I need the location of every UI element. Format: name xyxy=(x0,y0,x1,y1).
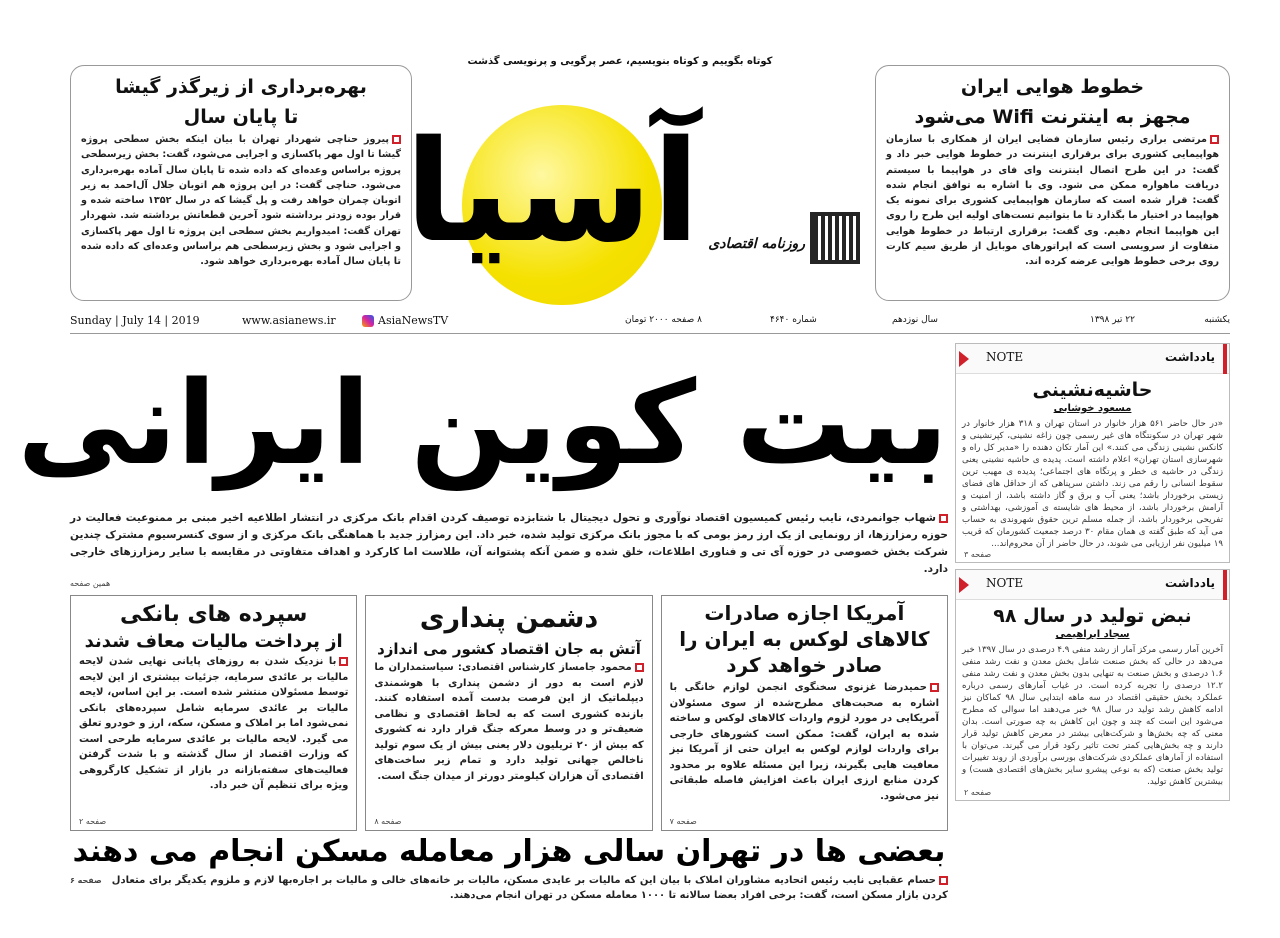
page-ref: صفحه ۳ xyxy=(964,550,992,559)
note-label: یادداشت xyxy=(1165,350,1215,364)
instagram-handle[interactable]: AsiaNewsTV xyxy=(378,314,449,327)
bullet-icon xyxy=(392,135,401,144)
bullet-icon xyxy=(939,876,948,885)
note-label-en: NOTE xyxy=(986,576,1024,590)
note-author: مسعود خوشابی xyxy=(1053,403,1132,414)
price: ۸ صفحه ۲۰۰۰ تومان xyxy=(625,315,702,325)
story-title: بهره‌برداری از زیرگذر گیشا xyxy=(115,76,367,98)
bullet-icon xyxy=(339,657,348,666)
story-title: آمریکا اجازه صادرات کالاهای لوکس به ایران را صادر خواهد کرد xyxy=(679,601,930,677)
page-ref: صفحه ۲ xyxy=(964,788,992,797)
note-label: یادداشت xyxy=(1165,576,1215,590)
bullet-icon xyxy=(635,663,644,672)
triangle-icon xyxy=(959,351,969,367)
weekday: یکشنبه xyxy=(1204,315,1230,325)
page-ref: همین صفحه xyxy=(70,579,111,588)
story-subtitle: مجهز به اینترنت Wifi می‌شود xyxy=(914,106,1191,128)
masthead-tagline: کوتاه بگوییم و کوتاه بنویسیم، عصر پرگویی و پرنویسی گذشت xyxy=(467,56,773,67)
main-headline: بیت کوین ایرانی xyxy=(17,357,948,491)
red-bar xyxy=(1223,344,1227,374)
issue-number: شماره ۴۶۴۰ xyxy=(770,315,817,325)
story-title: سپرده های بانکی xyxy=(119,602,308,627)
note-label-en: NOTE xyxy=(986,350,1024,364)
dateline xyxy=(70,312,1230,334)
story-subtitle: تا پایان سال xyxy=(183,106,299,128)
persian-date: ۲۲ تیر ۱۳۹۸ xyxy=(1090,315,1135,325)
bullet-icon xyxy=(1210,135,1219,144)
story-body: مرتضی براری رئیس سازمان فضایی ایران از همکاری با سازمان هواپیمایی کشوری برای برقراری اینترنت در خطوط هوایی خبر داد و گفت: در این طرح اتصال اینترنت وای فای در هواپیما با سیستم دریافت ماهواره ممکن می شود. وی با اشاره به توافق انجام شده گفت: قرار شده است که سازمان هواپیمایی کشوری برای نمونه یک هواپیما در اختیار ما بگذارد تا ما بتوانیم تست‌های اولیه این طرح را روی این هواپیما انجام دهیم. وی گفت: برقراری ارتباط در خطوط هوایی متفاوت از سرویسی است که اپراتورهای موبایل از طریق سیم کارت روی برخی خطوط هوایی عرضه کرده اند. xyxy=(886,134,1219,268)
newspaper-subtitle: روزنامه اقتصادی xyxy=(708,236,805,252)
bullet-icon xyxy=(930,683,939,692)
year-volume: سال نوزدهم xyxy=(892,315,938,325)
note-slums xyxy=(955,343,1230,563)
instagram-icon xyxy=(362,315,374,327)
page-ref: صفحه ۷ xyxy=(669,817,697,826)
bottom-headline: بعضی ها در تهران سالی هزار معامله مسکن انجام می دهند xyxy=(72,834,946,869)
story-luxury-goods xyxy=(661,595,948,831)
story-title: خطوط هوایی ایران xyxy=(960,76,1145,98)
story-bank-deposits xyxy=(70,595,357,831)
story-box-gisha xyxy=(70,65,412,301)
main-content xyxy=(17,338,948,903)
bottom-lead xyxy=(70,873,948,903)
story-body: با نزدیک شدن به روزهای پایانی نهایی شدن لایحه مالیات بر عائدی سرمایه، جزئیات بیشتری از این لایحه توسط مسئولان منتشر شده است. بر این اساس، لایحه مالیات بر عائدی سرمایه شامل سپرده‌های بانکی نمی‌شود اما بر املاک و مسکن، سکه، ارز و خودرو تعلق می گیرد. لایحه مالیات بر عائدی سرمایه طرحی است که وزارت اقتصاد از سال گذشته و با شدت گرفتن فعالیت‌های سفته‌بازانه در بازار از تشکیل کارگروهی ویژه برای تنظیم آن خبر داد. xyxy=(79,656,349,791)
page-ref: صفحه ۲ xyxy=(79,817,107,826)
note-author: سجاد ابراهیمی xyxy=(1055,629,1130,640)
note-body: آخرین آمار رسمی مرکز آمار از رشد منفی ۴.۹ درصدی در سال ۱۳۹۷ خبر می‌دهد در حالی که بخش صنعت شامل بخش معدن و نفت رشد منفی ۱.۶ درصدی و بخش صنعت به تنهایی بدون بخش معدن و نفت رشد منفی ۱۲.۲ درصدی را تجربه کرده است. در غیاب آمارهای رسمی درباره عملکرد بخش حقیقی اقتصاد در سه ماهه ابتدایی سال ۹۸ کماکان نیز ادامه کاهش رشد تولید در سال ۹۸ خبر می‌دهند اما سوالی که مطرح می‌شود این است که چند و چون این کاهش به چه صورتی است. بدان معنی که چه بخش‌ها و شرکت‌هایی بیشتر در معرض کاهش تولید قرار دارند و چه بخش‌هایی کمتر تحت تاثیر رکود قرار می گیرند. می‌توان با استفاده از آمارهای عملکردی شرکت‌های بورسی برآوردی از روند تغییرات تولید بخش صنعت (که به نوعی پیشرو سایر بخش‌های اقتصادی هست) و بیشترین کاهش تولید. xyxy=(962,645,1224,787)
bullet-icon xyxy=(939,514,948,523)
english-date: Sunday | July 14 | 2019 xyxy=(70,314,200,327)
red-bar xyxy=(1223,570,1227,600)
main-lead xyxy=(70,510,948,578)
story-title: دشمن پنداری xyxy=(419,603,599,634)
story-subtitle: از پرداخت مالیات معاف شدند xyxy=(84,631,343,652)
story-subtitle: آتش به جان اقتصاد کشور می اندازد xyxy=(377,640,641,658)
lead-text: شهاب جوانمردی، نایب رئیس کمیسیون اقتصاد نوآوری و تحول دیجیتال با شتابزده توصیف کردن اقدام بانک مرکزی در انتشار اطلاعیه اخیر مبنی بر ممنوعیت فعالیت در حوزه رمزارزها، از رونمایی از یک ارز رمز بومی که با مجوز بانک مرکزی تولید شده، خبر داد. این رمزارز جدید با هماهنگی بانک مرکزی و از سوی کنسرسیوم مشترک چندین شرکت بخش خصوصی در حوزه آی تی و فناوری اطلاعات، خلق شده و ضمن آنکه پشتوانه آن، طلاست اما کارکرد و اهداف متفاوتی در مقایسه با سایر رمزارزهای خارجی دارد. xyxy=(70,512,948,575)
triangle-icon xyxy=(959,577,969,593)
story-body: حمیدرضا غزنوی سخنگوی انجمن لوازم خانگی با اشاره به صحبت‌های مطرح‌شده از سوی مسئولان آمریکایی در مورد لزوم واردات کالاهای لوکس و ساخته شده به ایران، گفت: ممکن است کشورهای خارجی برای واردات لوازم لوکس به ایران حتی از آمریکا نیز معافیت هایی بگیرند، زیرا این مسئله علاوه بر محدود کردن منابع ارزی ایران باعث افزایش فاصله طبقاتی نیز می‌شود. xyxy=(669,682,939,802)
page-ref: صفحه ۶ xyxy=(70,876,102,885)
story-columns xyxy=(70,595,948,831)
story-body: پیروز حناچی شهردار تهران با بیان اینکه بخش سطحی پروژه گیشا تا اول مهر پاکسازی و اجرایی می‌شود، گفت: بخش زیرسطحی پروژه براساس وعده‌ای که داده شده تا پایان سال آماده بهره‌برداری می‌شود. حناچی گفت: در این پروژه هم اتوبان جلال آل‌احمد به زیر اتوبان چمران خواهد رفت و پل گیشا که در سال ۱۳۵۲ ساخته شده و قرار بوده زودتر برداشته شود آخرین قطعاتش برداشته شد. شهردار تهران گفت: امیدواریم بخش سطحی این پروژه تا اول مهر پاکسازی و اجرایی شود و بخش زیرسطحی هم براساس وعده‌ای که داده شده تا پایان سال آماده بهره‌برداری خواهد شود. xyxy=(81,134,401,268)
note-title: حاشیه‌نشینی xyxy=(1032,379,1153,401)
qr-code-icon xyxy=(810,212,860,264)
note-body: «در حال حاضر ۵۶۱ هزار خانوار در استان تهران و ۳۱۸ هزار خانوار در شهر تهران در سکونتگاه های غیر رسمی چون زاغه نشینی، کپرنشینی و کانکس نشینی زندگی می کنند.» این آمار تکان دهنده را «مدیر کل راه و شهرسازی استان تهران» اعلام داشته است. پدیده ی حاشیه نشینی یعنی زندگی در حاشیه ی خطر و پرتگاه های اجتماعی؛ پدیده ی مهیب ترین سقوط انسانی را رقم می زند. داشتن سرپناهی که از حداقل های فضای زیستی برخوردار باشد؛ یعنی آب و برق و گاز داشته باشد، از امنیت و آرامش برخوردار باشد، از محیط های شایسته ی آموزشی، بهداشتی و تفریحی برخوردار باشد، از جمله مسلم ترین حقوق شهروندی به حساب می آید که طبق گفته ی همان مقام ۳۰ درصد جمعیت کشورمان که قریب ۱۹ میلیون نفر ارزیابی می شوند، در حال حاضر از آن محروم‌اند... xyxy=(962,419,1223,549)
page-ref: صفحه ۸ xyxy=(374,817,402,826)
bottom-text: حسام عقبایی نایب رئیس اتحادیه مشاوران املاک با بیان این که مالیات بر عایدی مسکن، مالیات بر خانه‌های خالی و مالیات بر اجاره‌بها لازم و ملزوم یکدیگر برای متعادل کردن بازار مسکن است، گفت: برخی افراد بعضا سالانه تا ۱۰۰۰ معامله مسکن در تهران انجام می‌دهند. xyxy=(111,875,948,901)
story-enemy xyxy=(365,595,652,831)
story-body: محمود جامساز کارشناس اقتصادی: سیاستمداران ما لازم است به دور از دشمن پنداری با هوشمندی دیپلماتیک از این فرصت بدست آمده استفاده کنند. بازنده کشوری است که به لحاظ اقتصادی و نظامی ضعیف‌تر و در وسط معرکه جنگ قرار دارد نه کشوری که بیش از ۲۰ تریلیون دلار یعنی بیش از یک سوم تولید ناخالص جهانی تولید دارد و تمام زیر ساخت‌های اقتصادی آن هزاران کیلومتر دورتر از میدان جنگ است. xyxy=(374,662,644,782)
note-production xyxy=(955,569,1230,801)
story-box-wifi xyxy=(875,65,1230,301)
notes-column xyxy=(955,343,1230,801)
newspaper-logo: آسیا xyxy=(404,111,700,274)
website-link[interactable]: www.asianews.ir xyxy=(242,314,336,327)
note-title: نبض تولید در سال ۹۸ xyxy=(993,605,1192,627)
